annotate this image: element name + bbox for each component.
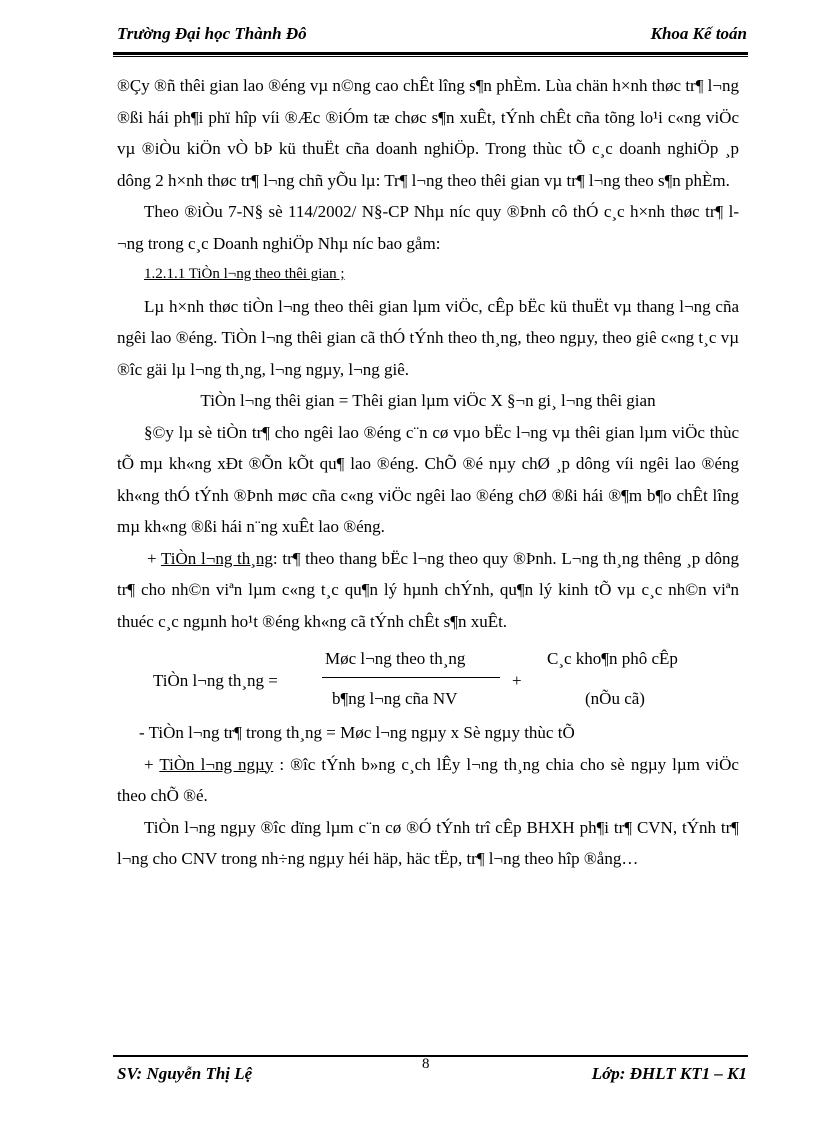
formula-paid-in-month: - TiÒn l¬ng tr¶ trong th¸ng = Møc l¬ng ngµy x Sè ngµy thùc tÕ <box>139 723 575 742</box>
paragraph-daily-wage-usage: TiÒn l¬ng ngµy ®îc dïng lµm c¨n cø ®Ó tÝnh trî cÊp BHXH ph¶i tr¶ CVN, tÝnh tr¶ l¬ng cho CNV trong nh÷ng ngµy héi häp, häc tËp, tr¶ l¬ng theo hîp ®ång… <box>117 817 739 868</box>
formula-lhs: TiÒn l¬ng th¸ng = <box>153 671 278 690</box>
formula-numerator: Møc l¬ng theo th¸ng <box>325 649 466 668</box>
footer-class: Lớp: ĐHLT KT1 – K1 <box>591 1064 747 1083</box>
page-number: 8 <box>422 1056 430 1072</box>
header-school: Trường Đại học Thành Đô <box>117 24 307 43</box>
page-footer <box>117 1056 747 1090</box>
paragraph-time-wage-detail: §©y lµ sè tiÒn tr¶ cho ngêi lao ®éng c¨n cø vµo bËc l¬ng vµ thêi gian lµm viÖc thùc tÕ mµ kh«ng xÐt ®Õn kÕt qu¶ lao ®éng. ChÕ ®é nµy chØ ¸p dông víi ngêi lao ®éng kh«ng thÓ tÝnh ®Þnh møc cña c«ng viÖc ngêi lao ®éng chØ ®ßi hái ®¶m b¶o chÊt lîng mµ kh«ng ®ßi hái n¨ng xuÊt lao ®éng. <box>117 422 739 536</box>
formula-allowance: C¸c kho¶n phô cÊp <box>547 649 678 668</box>
monthly-text: : tr¶ theo thang bËc l¬ng theo quy ®Þnh. L¬ng th¸ng thêng ¸p dông tr¶ cho nh©n viªn lµm c«ng t¸c qu¶n lý hµnh chÝnh, qu¶n lý kinh tÕ vµ c¸c nh©n viªn thuéc c¸c ngµnh ho¹t ®éng kh«ng cã tÝnh chÊt s¶n xuÊt. <box>117 548 740 631</box>
daily-label: TiÒn l¬ng ngµy <box>159 754 274 774</box>
fraction-bar <box>322 677 500 678</box>
paragraph-monthly-wage <box>117 543 739 638</box>
formula-monthly-wage <box>117 643 739 717</box>
daily-prefix: + <box>144 754 160 774</box>
paragraph-regulation: Theo ®iÒu 7-N§ sè 114/2002/ N§-CP Nhµ níc quy ®Þnh cô thÓ c¸c h×nh thøc tr¶ l¬ng trong c¸c Doanh nghiÖp Nhµ níc bao gåm: <box>117 202 739 253</box>
page-header <box>117 24 747 50</box>
page-body <box>117 70 739 875</box>
header-rule-thin <box>113 56 748 57</box>
paragraph-time-wage: Lµ h×nh thøc tiÒn l¬ng theo thêi gian lµm viÖc, cÊp bËc kü thuËt vµ thang l¬ng cña ngêi lao ®éng. TiÒn l¬ng thêi gian cã thÓ tÝnh theo th¸ng, theo ngµy, theo giê c«ng t¸c vµ ®îc gäi lµ l¬ng th¸ng, l¬ng ngµy, l¬ng giê. <box>117 296 739 379</box>
formula-plus: + <box>512 671 522 690</box>
monthly-label: TiÒn l¬ng th¸ng <box>161 548 273 568</box>
footer-rule <box>113 1055 748 1057</box>
footer-student: SV: Nguyễn Thị Lệ <box>117 1064 253 1083</box>
paragraph-intro: ®Çy ®ñ thêi gian lao ®éng vµ n©ng cao chÊt lîng s¶n phÈm. Lùa chän h×nh thøc tr¶ l¬ng ®ßi hái ph¶i phï hîp víi ®Æc ®iÓm tæ chøc s¶n xuÊt, tÝnh chÊt cña tõng lo¹i c«ng viÖc vµ ®iÒu kiÖn vÒ bÞ kü thuËt cña doanh nghiÖp. Trong thùc tÕ c¸c doanh nghiÖp ¸p dông 2 h×nh thøc tr¶ l¬ng chñ yÕu lµ: Tr¶ l¬ng theo thêi gian vµ tr¶ l¬ng theo s¶n phÈm. <box>117 76 739 190</box>
header-faculty: Khoa Kế toán <box>650 24 747 43</box>
formula-denominator: b¶ng l¬ng cña NV <box>332 689 458 708</box>
section-heading: 1.2.1.1 TiÒn l¬ng theo thêi gian ; <box>144 266 345 282</box>
daily-text: : ®îc tÝnh b»ng c¸ch lÊy l¬ng th¸ng chia cho sè ngµy lµm viÖc theo chÕ ®é. <box>117 754 739 805</box>
formula-allowance-note: (nÕu cã) <box>585 689 645 708</box>
formula-time-wage: TiÒn l¬ng thêi gian = Thêi gian lµm viÖc X §¬n gi¸ l¬ng thêi gian <box>200 391 656 410</box>
paragraph-daily-wage <box>117 749 739 812</box>
monthly-prefix: + <box>147 548 161 568</box>
header-rule <box>113 52 748 55</box>
